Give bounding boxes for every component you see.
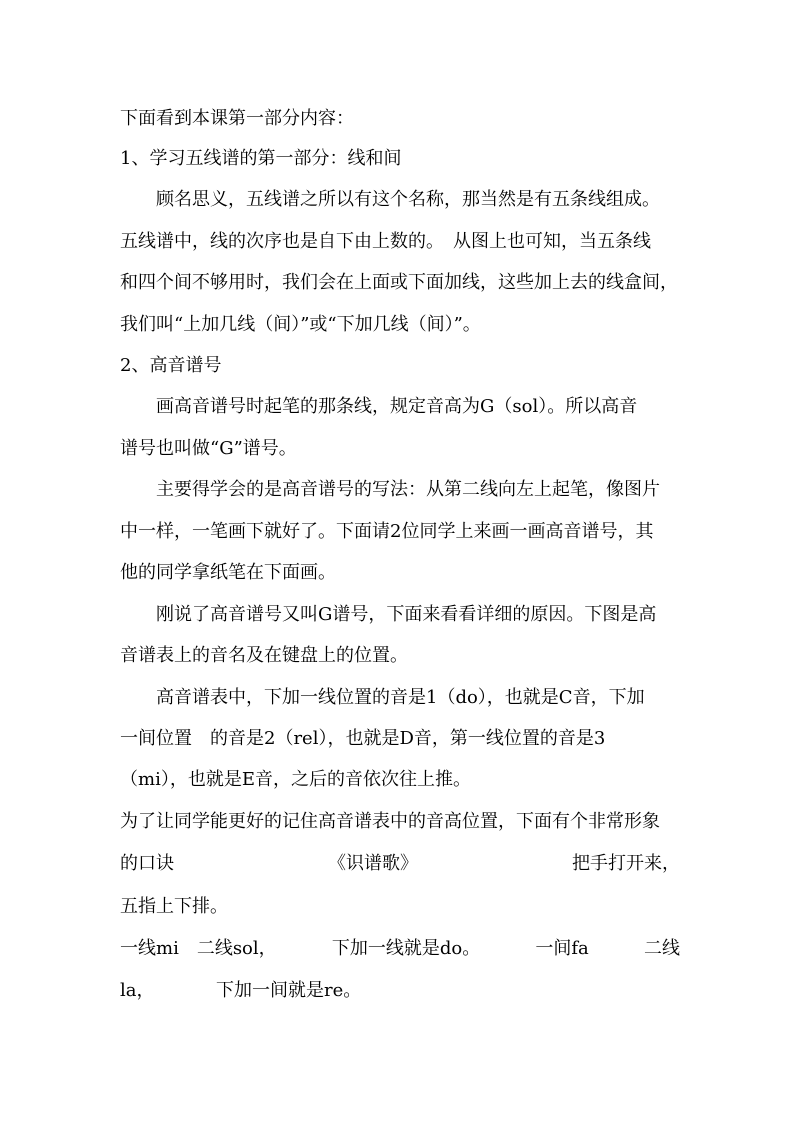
paragraph-line: 他的同学拿纸笔在下面画。: [120, 562, 336, 583]
intro-line: 下面看到本课第一部分内容：: [120, 108, 354, 129]
paragraph-line: 高音谱表中，下加一线位置的音是1（do），也就是C音，下加: [156, 687, 645, 708]
rhyme-verse: 把手打开来，: [572, 853, 680, 874]
paragraph-line: （mi），也就是E音，之后的音依次往上推。: [120, 769, 471, 790]
section-1-heading: 1、学习五线谱的第一部分：线和间: [120, 148, 402, 169]
paragraph-line: 画高音谱号时起笔的那条线，规定音高为G（sol）。所以高音: [156, 396, 638, 417]
paragraph-line: 我们叫“上加几线（间）”或“下加几线（间）”。: [120, 314, 481, 335]
rhyme-verse: 一线mi 二线sol，: [120, 938, 277, 959]
paragraph-line: 谱号也叫做“G”谱号。: [120, 438, 297, 459]
paragraph-line: 和四个间不够用时，我们会在上面或下面加线，这些加上去的线盒间，: [120, 272, 678, 293]
paragraph-line: 音谱表上的音名及在键盘上的位置。: [120, 645, 408, 666]
paragraph-line: 中一样，一笔画下就好了。下面请2位同学上来画一画高音谱号，其: [120, 521, 654, 542]
rhyme-verse: la，: [120, 980, 155, 1001]
rhyme-verse: 下加一间就是re。: [215, 980, 362, 1001]
paragraph-line: 为了让同学能更好的记住高音谱表中的音高位置，下面有个非常形象: [120, 811, 660, 832]
paragraph-line: 顾名思义，五线谱之所以有这个名称，那当然是有五条线组成。: [156, 189, 660, 210]
paragraph-line: 五线谱中，线的次序也是自下由上数的。 从图上也可知，当五条线: [120, 231, 651, 252]
paragraph-line: 主要得学会的是高音谱号的写法：从第二线向左上起笔，像图片: [156, 479, 660, 500]
rhyme-verse: 二线: [643, 938, 680, 959]
paragraph-line: 一间位置 的音是2（rel），也就是D音，第一线位置的音是3: [120, 728, 606, 749]
rhyme-intro: 的口诀: [120, 853, 174, 874]
paragraph-line: 刚说了高音谱号又叫G谱号，下面来看看详细的原因。下图是高: [156, 604, 657, 625]
rhyme-verse: 五指上下排。: [120, 896, 228, 917]
section-2-heading: 2、高音谱号: [120, 355, 222, 376]
rhyme-verse: 下加一线就是do。: [331, 938, 481, 959]
rhyme-row: [120, 937, 680, 961]
rhyme-title: 《识谱歌》: [328, 853, 418, 874]
rhyme-row: [120, 979, 680, 1003]
rhyme-verse: 一间fa: [535, 938, 589, 959]
rhyme-title-row: [120, 852, 680, 876]
